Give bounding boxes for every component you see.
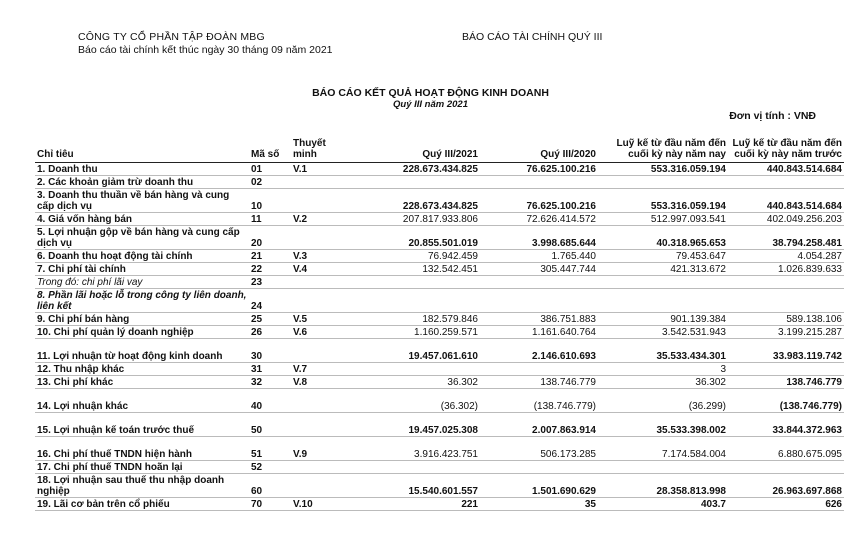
row-ytd-prev: 4.054.287 [728,250,844,263]
row-ytd: 553.316.059.194 [598,163,728,176]
row-ytd-prev: 33.983.119.742 [728,339,844,363]
row-q2020: 305.447.744 [480,263,598,276]
row-note: V.3 [291,250,350,263]
table-row [35,389,844,413]
table-row [35,461,844,474]
row-code: 31 [249,363,291,376]
table-row [35,226,844,250]
col-header-code: Mã số [249,122,291,163]
row-q2021: 15.540.601.557 [350,474,480,498]
row-q2020 [480,363,598,376]
row-q2020 [480,461,598,474]
row-note [291,339,350,363]
row-q2021: 207.817.933.806 [350,213,480,226]
row-note [291,226,350,250]
row-note [291,176,350,189]
row-label: 13. Chi phí khác [35,376,249,389]
row-label: 15. Lợi nhuận kế toán trước thuế [35,413,249,437]
row-q2021: 19.457.061.610 [350,339,480,363]
row-q2021: (36.302) [350,389,480,413]
row-note: V.1 [291,163,350,176]
row-code: 23 [249,276,291,289]
row-label: Trong đó: chi phí lãi vay [35,276,249,289]
row-ytd: 79.453.647 [598,250,728,263]
table-row [35,263,844,276]
row-q2020: (138.746.779) [480,389,598,413]
row-q2021: 182.579.846 [350,313,480,326]
col-header-q2020: Quý III/2020 [480,122,598,163]
row-ytd: 901.139.384 [598,313,728,326]
row-label: 16. Chi phí thuế TNDN hiện hành [35,437,249,461]
row-ytd-prev: 626 [728,498,844,511]
row-ytd: 553.316.059.194 [598,189,728,213]
col-header-q2021: Quý III/2021 [350,122,480,163]
row-note: V.4 [291,263,350,276]
col-header-item: Chỉ tiêu [35,122,249,163]
row-q2020: 386.751.883 [480,313,598,326]
row-ytd-prev: 402.049.256.203 [728,213,844,226]
row-q2021: 1.160.259.571 [350,326,480,339]
row-note: V.9 [291,437,350,461]
row-ytd-prev [728,461,844,474]
row-ytd: 3 [598,363,728,376]
row-code: 70 [249,498,291,511]
table-row [35,176,844,189]
currency-unit: Đơn vị tính : VNĐ [729,110,816,122]
table-row [35,313,844,326]
row-ytd-prev [728,176,844,189]
row-q2020: 35 [480,498,598,511]
row-q2020: 3.998.685.644 [480,226,598,250]
row-code: 02 [249,176,291,189]
row-q2020: 1.765.440 [480,250,598,263]
row-ytd-prev: 6.880.675.095 [728,437,844,461]
row-ytd-prev: 33.844.372.963 [728,413,844,437]
row-label: 14. Lợi nhuận khác [35,389,249,413]
row-q2020: 1.161.640.764 [480,326,598,339]
row-code: 10 [249,189,291,213]
row-ytd: (36.299) [598,389,728,413]
row-q2020: 2.146.610.693 [480,339,598,363]
row-note [291,289,350,313]
income-statement-table [35,122,844,511]
row-label: 7. Chi phí tài chính [35,263,249,276]
row-label: 1. Doanh thu [35,163,249,176]
row-q2020: 76.625.100.216 [480,163,598,176]
row-ytd [598,289,728,313]
row-code: 40 [249,389,291,413]
row-q2021 [350,176,480,189]
table-header-row [35,122,844,163]
row-note [291,474,350,498]
col-header-ytd: Luỹ kế từ đầu năm đến cuối kỳ này năm nay [598,122,728,163]
row-note: V.6 [291,326,350,339]
row-q2021 [350,289,480,313]
row-label: 11. Lợi nhuận từ hoạt động kinh doanh [35,339,249,363]
row-label: 17. Chi phí thuế TNDN hoãn lại [35,461,249,474]
row-label: 3. Doanh thu thuần về bán hàng và cung cấp dịch vụ [35,189,249,213]
row-note: V.7 [291,363,350,376]
row-note [291,461,350,474]
table-row [35,437,844,461]
row-ytd: 35.533.434.301 [598,339,728,363]
row-ytd: 28.358.813.998 [598,474,728,498]
row-ytd-prev: 38.794.258.481 [728,226,844,250]
row-label: 19. Lãi cơ bản trên cổ phiếu [35,498,249,511]
row-q2021: 228.673.434.825 [350,163,480,176]
row-code: 01 [249,163,291,176]
row-q2020: 76.625.100.216 [480,189,598,213]
row-q2021 [350,461,480,474]
row-q2021: 36.302 [350,376,480,389]
row-ytd-prev [728,363,844,376]
row-q2021: 20.855.501.019 [350,226,480,250]
row-code: 52 [249,461,291,474]
row-ytd-prev: 440.843.514.684 [728,163,844,176]
row-ytd-prev: 1.026.839.633 [728,263,844,276]
row-label: 2. Các khoản giảm trừ doanh thu [35,176,249,189]
table-body [35,163,844,511]
table-row [35,250,844,263]
row-q2021: 76.942.459 [350,250,480,263]
row-q2020: 72.626.414.572 [480,213,598,226]
row-code: 30 [249,339,291,363]
row-label: 10. Chi phí quản lý doanh nghiệp [35,326,249,339]
row-q2020: 506.173.285 [480,437,598,461]
row-ytd-prev: (138.746.779) [728,389,844,413]
row-code: 21 [249,250,291,263]
report-period: Quý III năm 2021 [393,99,468,110]
row-note: V.8 [291,376,350,389]
row-ytd-prev: 26.963.697.868 [728,474,844,498]
row-q2021: 3.916.423.751 [350,437,480,461]
row-label: 4. Giá vốn hàng bán [35,213,249,226]
row-ytd [598,461,728,474]
row-q2021: 221 [350,498,480,511]
row-q2020 [480,289,598,313]
row-code: 26 [249,326,291,339]
row-note [291,389,350,413]
report-type: BÁO CÁO TÀI CHÍNH QUÝ III [462,31,603,43]
row-ytd: 512.997.093.541 [598,213,728,226]
table-row [35,474,844,498]
row-q2021 [350,276,480,289]
row-ytd-prev: 440.843.514.684 [728,189,844,213]
row-q2020 [480,276,598,289]
row-label: 6. Doanh thu hoạt động tài chính [35,250,249,263]
row-note [291,276,350,289]
row-label: 8. Phần lãi hoặc lỗ trong công ty liên doanh, liên kết [35,289,249,313]
row-note: V.5 [291,313,350,326]
row-ytd: 36.302 [598,376,728,389]
table-row [35,363,844,376]
row-ytd: 3.542.531.943 [598,326,728,339]
company-name: CÔNG TY CỔ PHẦN TẬP ĐOÀN MBG [78,31,265,43]
row-ytd-prev: 138.746.779 [728,376,844,389]
row-ytd: 40.318.965.653 [598,226,728,250]
row-code: 25 [249,313,291,326]
row-note: V.10 [291,498,350,511]
row-label: 12. Thu nhập khác [35,363,249,376]
table-row [35,276,844,289]
row-ytd [598,176,728,189]
row-label: 9. Chi phí bán hàng [35,313,249,326]
row-code: 20 [249,226,291,250]
row-q2021: 19.457.025.308 [350,413,480,437]
row-code: 11 [249,213,291,226]
col-header-ytd-prev: Luỹ kế từ đầu năm đến cuối kỳ này năm trước [728,122,844,163]
table-row [35,376,844,389]
row-q2021: 228.673.434.825 [350,189,480,213]
row-note [291,413,350,437]
row-ytd-prev: 3.199.215.287 [728,326,844,339]
row-q2020: 1.501.690.629 [480,474,598,498]
row-code: 50 [249,413,291,437]
row-q2021: 132.542.451 [350,263,480,276]
row-ytd-prev [728,276,844,289]
row-note [291,189,350,213]
row-ytd [598,276,728,289]
row-code: 32 [249,376,291,389]
row-ytd-prev: 589.138.106 [728,313,844,326]
row-ytd: 421.313.672 [598,263,728,276]
table-row [35,326,844,339]
table-row [35,189,844,213]
report-title: BÁO CÁO KẾT QUẢ HOẠT ĐỘNG KINH DOANH [312,87,549,99]
row-code: 51 [249,437,291,461]
table-row [35,163,844,176]
row-ytd: 403.7 [598,498,728,511]
row-code: 24 [249,289,291,313]
row-ytd: 35.533.398.002 [598,413,728,437]
table-row [35,213,844,226]
row-code: 22 [249,263,291,276]
row-ytd: 7.174.584.004 [598,437,728,461]
report-subtitle: Báo cáo tài chính kết thúc ngày 30 tháng 09 năm 2021 [78,44,333,56]
row-note: V.2 [291,213,350,226]
row-q2020: 138.746.779 [480,376,598,389]
row-q2020: 2.007.863.914 [480,413,598,437]
row-ytd-prev [728,289,844,313]
col-header-note: Thuyết minh [291,122,350,163]
table-row [35,289,844,313]
row-label: 18. Lợi nhuận sau thuế thu nhập doanh nghiệp [35,474,249,498]
table-row [35,498,844,511]
table-row [35,413,844,437]
row-q2021 [350,363,480,376]
row-code: 60 [249,474,291,498]
row-label: 5. Lợi nhuận gộp về bán hàng và cung cấp dịch vụ [35,226,249,250]
row-q2020 [480,176,598,189]
table-row [35,339,844,363]
